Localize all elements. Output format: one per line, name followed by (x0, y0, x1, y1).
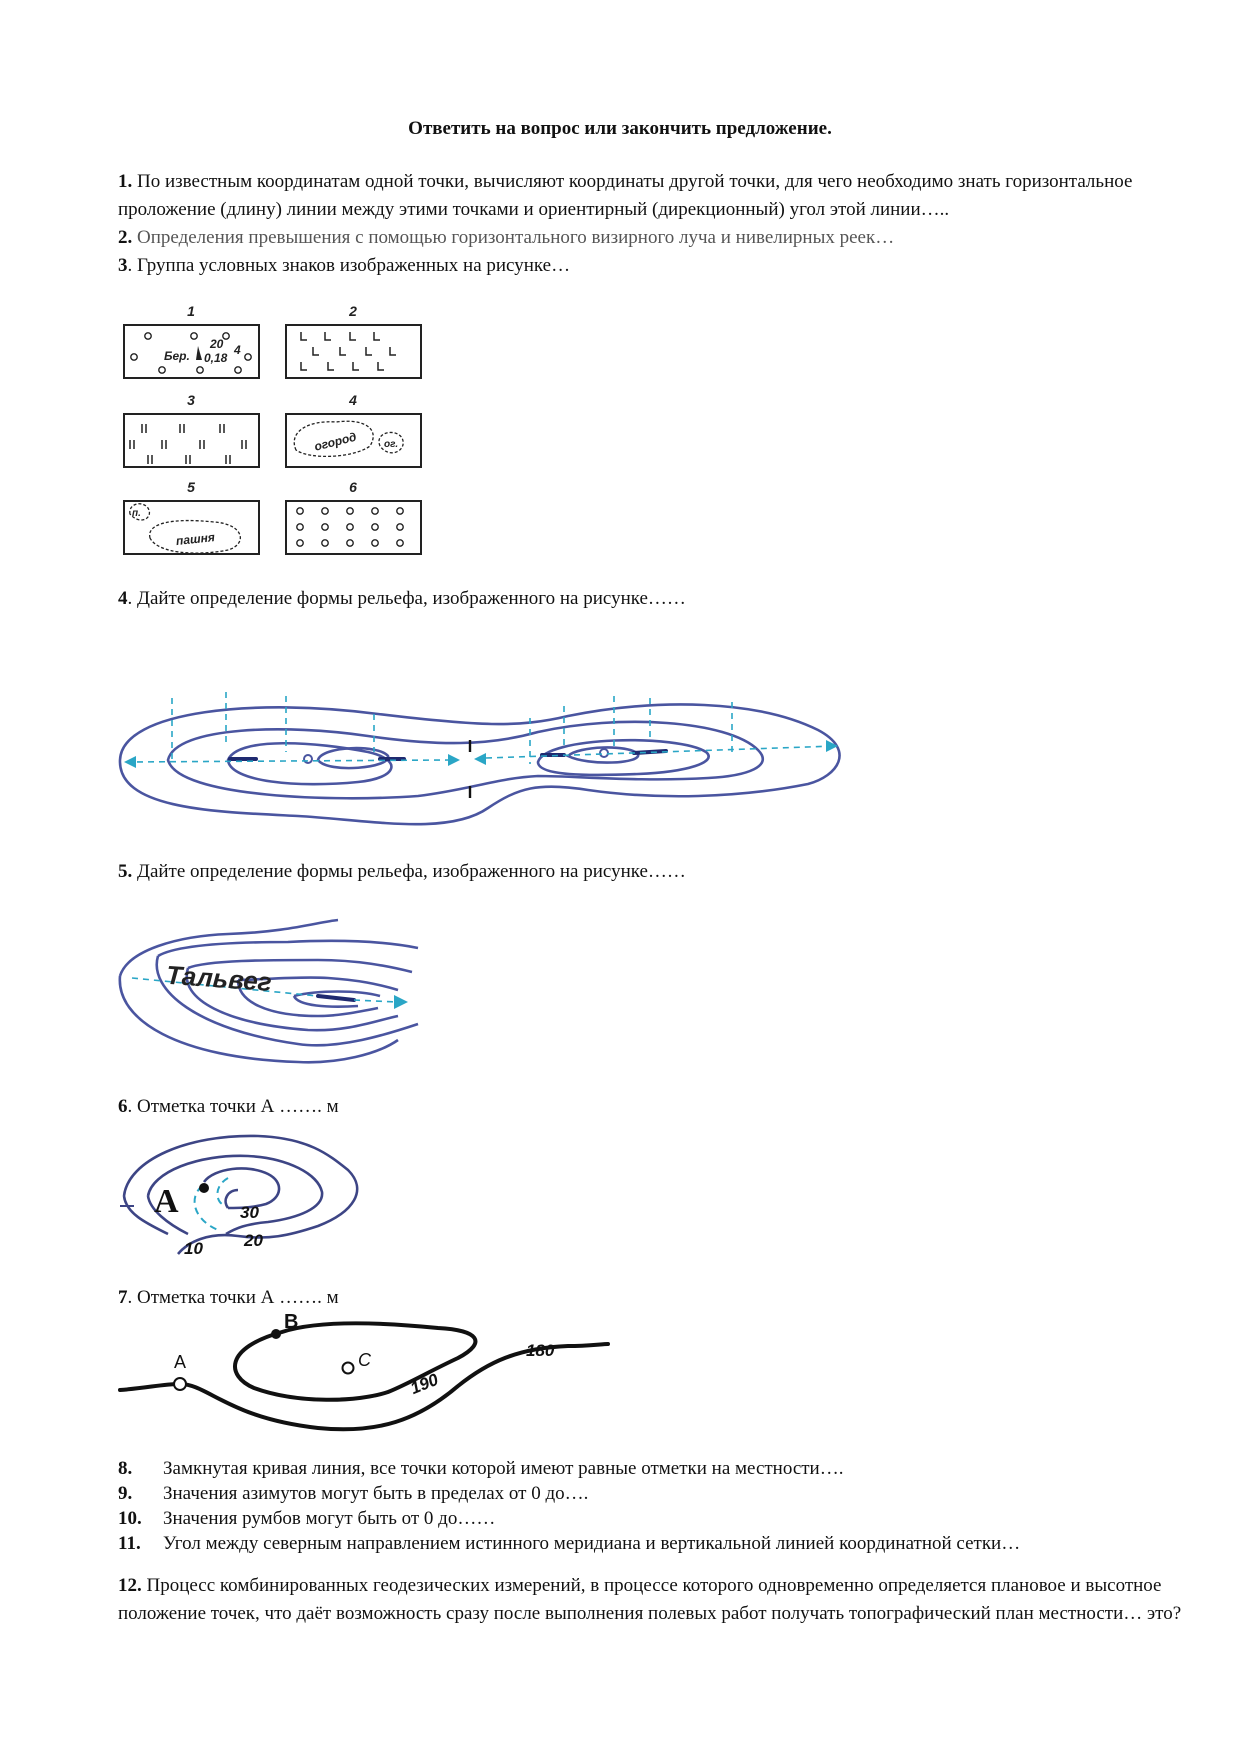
question-2 (118, 224, 1178, 252)
question-text: Процесс комбинированных геодезических измерений, в процессе которого одновременно определяется плановое и высотное положение точек, что даёт возможность сразу после выполнения полевых работ получать топографический план местности… это? (118, 1575, 1182, 1624)
question-text: Определения превышения с помощью горизонтального визирного луча и нивелирных реек… (137, 227, 895, 248)
list-item (118, 1531, 1020, 1556)
panel-number: 1 (187, 303, 195, 319)
question-number: 4 (118, 588, 128, 609)
contour-label-20: 20 (244, 1231, 263, 1250)
question-number: 3 (118, 255, 128, 276)
question-5 (118, 858, 1178, 886)
contour-label-180: 180 (526, 1341, 555, 1360)
sign-panel-3 (124, 414, 259, 467)
question-number: 9. (118, 1483, 133, 1504)
question-6 (118, 1093, 1178, 1121)
contour-label-190: 190 (407, 1369, 442, 1399)
question-text: . Отметка точки А ……. м (127, 1096, 339, 1117)
figure-saddle-relief (118, 680, 838, 840)
question-number: 5. (118, 861, 133, 882)
question-number: 11. (118, 1533, 141, 1554)
sign-label: 20 (210, 337, 224, 351)
figure-valley-thalweg (118, 920, 458, 1070)
sign-label: 4 (234, 343, 241, 357)
question-number: 1. (118, 171, 133, 192)
sign-label: Бер. (164, 349, 190, 363)
question-12 (118, 1572, 1188, 1628)
question-text: По известным координатам одной точки, вычисляют координаты другой точки, для чего необходимо знать горизонтальное проложение (длину) линии между этими точками и ориентирный (дирекционный) угол этой линии….. (118, 171, 1133, 220)
sign-label: огород (312, 429, 358, 454)
question-number: 8. (118, 1458, 133, 1479)
list-item (118, 1456, 1020, 1481)
sign-label: пашня (175, 530, 216, 549)
list-item (118, 1506, 1020, 1531)
question-4 (118, 585, 1178, 613)
question-text: Значения румбов могут быть от 0 до…… (163, 1508, 496, 1529)
figure-contours-abc (118, 1308, 618, 1438)
list-item (118, 1481, 1020, 1506)
figure-hill-point-a (118, 1124, 378, 1259)
sign-label: п. (132, 508, 141, 519)
panel-number: 5 (187, 479, 195, 495)
point-b-label: В (284, 1311, 299, 1333)
question-number: 12. (118, 1575, 142, 1596)
sign-label: 0,18 (204, 351, 228, 365)
point-c-label: С (358, 1350, 371, 1370)
panel-number: 3 (187, 392, 195, 408)
panel-number: 4 (349, 392, 357, 408)
panel-number: 2 (349, 303, 357, 319)
point-a-label: А (174, 1352, 187, 1372)
point-b-marker (271, 1329, 281, 1339)
contour-label-30: 30 (240, 1203, 259, 1222)
question-list (118, 1456, 1020, 1556)
question-text: . Отметка точки А ……. м (127, 1287, 339, 1308)
page-title: Ответить на вопрос или закончить предложение. (408, 118, 832, 139)
sign-label: ог. (384, 439, 399, 450)
question-number: 2. (118, 227, 133, 248)
question-1 (118, 168, 1178, 224)
question-number: 10. (118, 1508, 142, 1529)
question-text: . Группа условных знаков изображенных на рисунке… (127, 255, 571, 276)
question-text: Замкнутая кривая линия, все точки которой имеют равные отметки на местности…. (163, 1458, 844, 1479)
contour-label-10: 10 (184, 1239, 203, 1258)
question-text: . Дайте определение формы рельефа, изображенного на рисунке…… (127, 588, 686, 609)
question-3 (118, 252, 1178, 280)
figure-conventional-signs (118, 300, 428, 560)
thalweg-label: Тальвег (165, 959, 273, 998)
panel-number: 6 (349, 479, 357, 495)
question-text: Значения азимутов могут быть в пределах от 0 до…. (163, 1483, 589, 1504)
point-a-label: А (154, 1183, 179, 1220)
point-a-marker (199, 1183, 209, 1193)
question-text: Угол между северным направлением истинного меридиана и вертикальной линией координатной сетки… (163, 1533, 1021, 1554)
question-number: 7 (118, 1287, 128, 1308)
question-number: 6 (118, 1096, 128, 1117)
question-text: Дайте определение формы рельефа, изображенного на рисунке…… (137, 861, 686, 882)
point-c-marker (343, 1363, 354, 1374)
